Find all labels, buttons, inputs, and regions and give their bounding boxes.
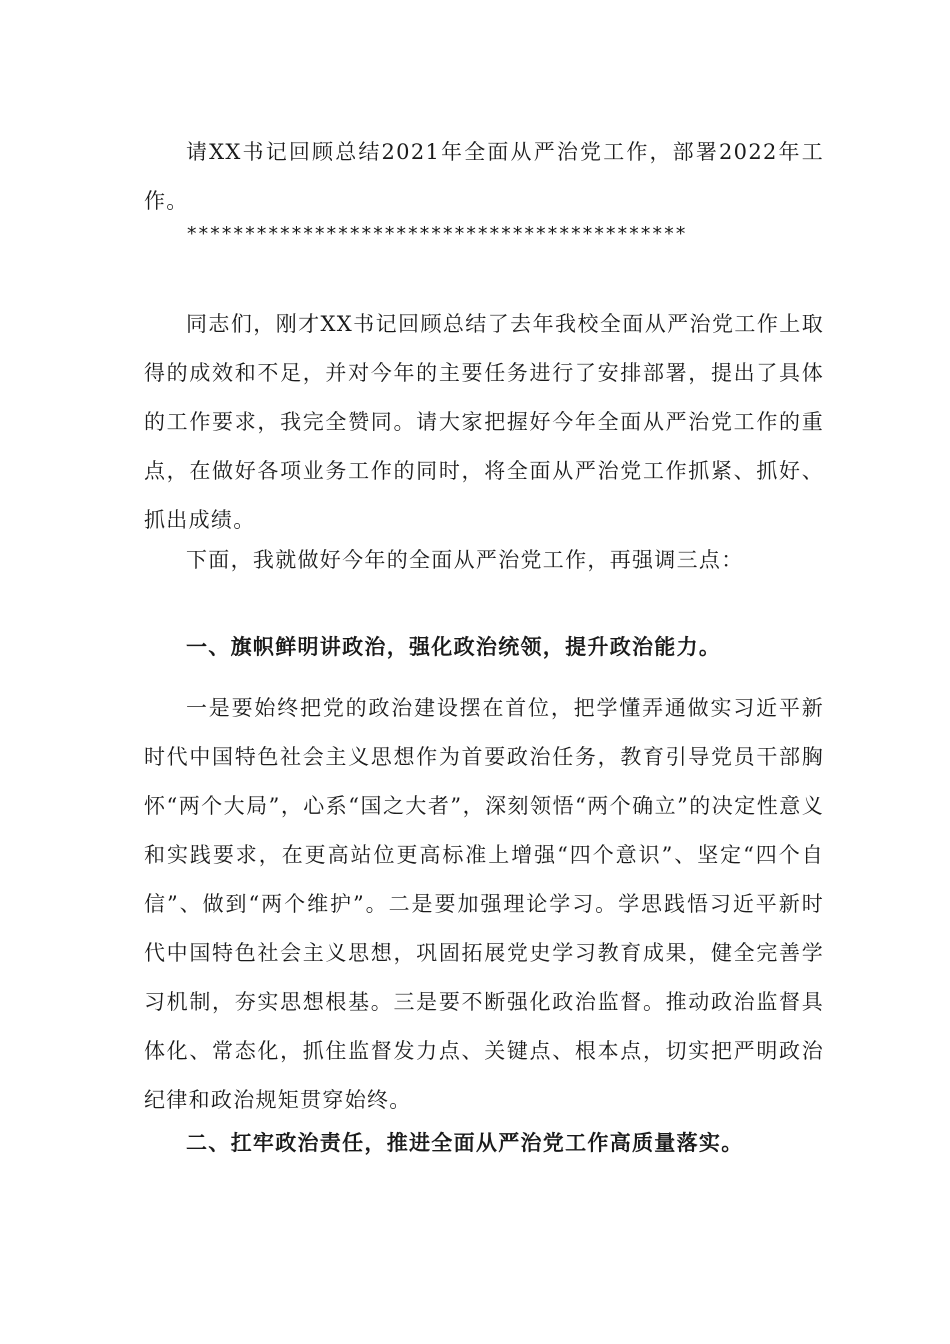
document-page (144, 0, 824, 1344)
section-heading-2: 二、扛牢政治责任，推进全面从严治党工作高质量落实。 (186, 1130, 744, 1155)
paragraph-opening: 同志们，刚才XX书记回顾总结了去年我校全面从严治党工作上取得的成效和不足，并对今年的主要任务进行了安排部署，提出了具体的工作要求，我完全赞同。请大家把握好今年全面从严治党工作的重点，在做好各项业务工作的同时，将全面从严治党工作抓紧、抓好、抓出成绩。 (144, 312, 824, 532)
section-heading-1: 一、旗帜鲜明讲政治，强化政治统领，提升政治能力。 (186, 634, 722, 659)
paragraph-section-1: 一是要始终把党的政治建设摆在首位，把学懂弄通做实习近平新时代中国特色社会主义思想作为首要政治任务，教育引导党员干部胸怀“两个大局”，心系“国之大者”，深刻领悟“两个确立”的决定性意义和实践要求，在更高站位更高标准上增强“四个意识”、坚定“四个自信”、做到“两个维护”。二是要加强理论学习。学思践悟习近平新时代中国特色社会主义思想，巩固拓展党史学习教育成果，健全完善学习机制，夯实思想根基。三是要不断强化政治监督。推动政治监督具体化、常态化，抓住监督发力点、关键点、根本点，切实把严明政治纪律和政治规矩贯穿始终。 (144, 696, 824, 1112)
paragraph-transition: 下面，我就做好今年的全面从严治党工作，再强调三点： (186, 548, 744, 572)
separator-line: ******************************************* (186, 223, 687, 245)
paragraph-intro: 请XX书记回顾总结2021年全面从严治党工作，部署2022年工作。 (144, 140, 824, 213)
